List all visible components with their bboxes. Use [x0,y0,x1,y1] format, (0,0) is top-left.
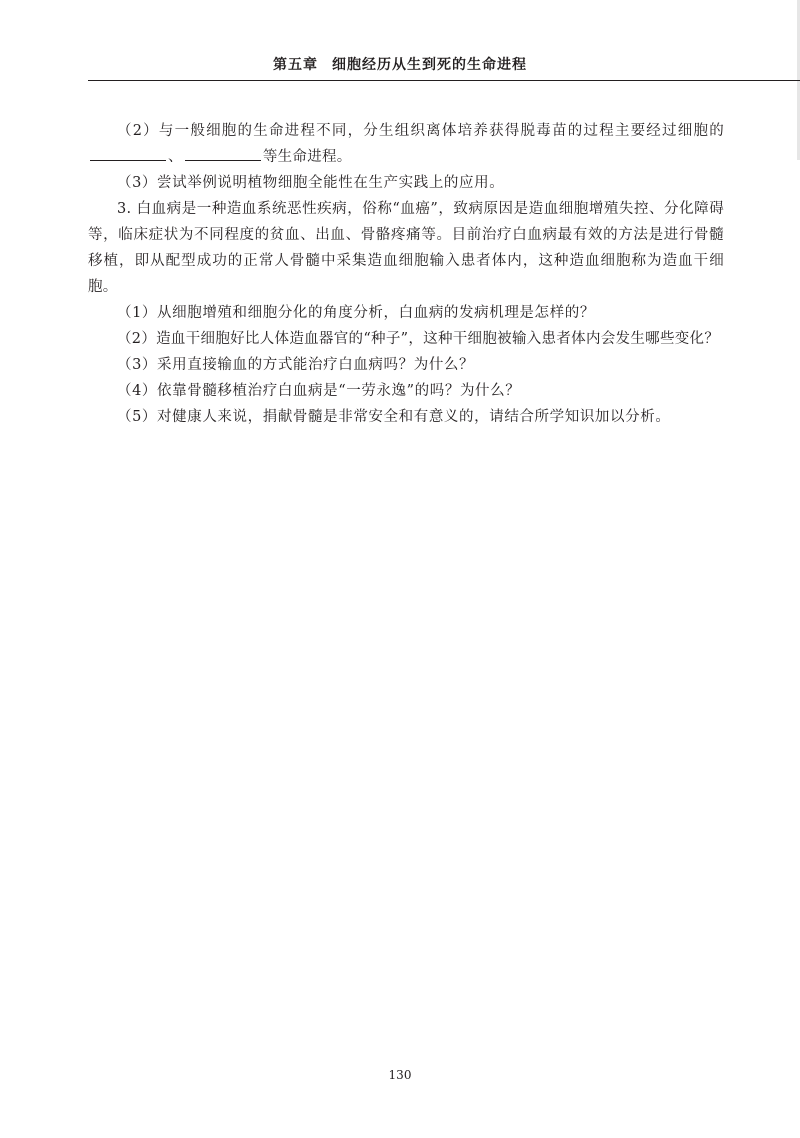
q2-part2-end: 等生命进程。 [262,149,352,165]
q2-part2-sep: 、 [168,149,183,165]
page-number: 130 [388,1068,412,1082]
question-3-part-1: （1）从细胞增殖和细胞分化的角度分析，白血病的发病机理是怎样的？ [117,305,595,321]
question-3-part-2: （2）造血干细胞好比人体造血器官的“种子”，这种干细胞被输入患者体内会发生哪些变化？ [117,331,720,347]
question-3-part-4: （4）依靠骨髓移植治疗白血病是“一劳永逸”的吗？为什么？ [117,383,521,399]
question-3-part-5: （5）对健康人来说，捐献骨髓是非常安全和有意义的，请结合所学知识加以分析。 [117,409,671,425]
header-rule [88,80,800,81]
body-text [88,118,724,430]
running-head [0,54,800,74]
q2-part2-start: （2）与一般细胞的生命进程不同，分生组织离体培养获得脱毒苗的过程主要经过细胞的 [117,123,724,139]
answer-blank-1 [90,146,166,161]
question-3-stem: 3. 白血病是一种造血系统恶性疾病，俗称“血癌”，致病原因是造血细胞增殖失控、分化障碍等，临床症状为不同程度的贫血、出血、骨骼疼痛等。目前治疗白血病最有效的方法是进行骨髓移植，即从配型成功的正常人骨髓中采集造血细胞输入患者体内，这种造血细胞称为造血干细胞。 [88,201,724,295]
answer-blank-2 [185,146,261,161]
chapter-title: 细胞经历从生到死的生命进程 [332,57,527,73]
question-3-part-3: （3）采用直接输血的方式能治疗白血病吗？为什么？ [117,357,475,373]
question-2-part-3: （3）尝试举例说明植物细胞全能性在生产实践上的应用。 [117,175,505,191]
chapter-number: 第五章 [273,57,318,73]
question-2-part-2 [88,118,724,170]
